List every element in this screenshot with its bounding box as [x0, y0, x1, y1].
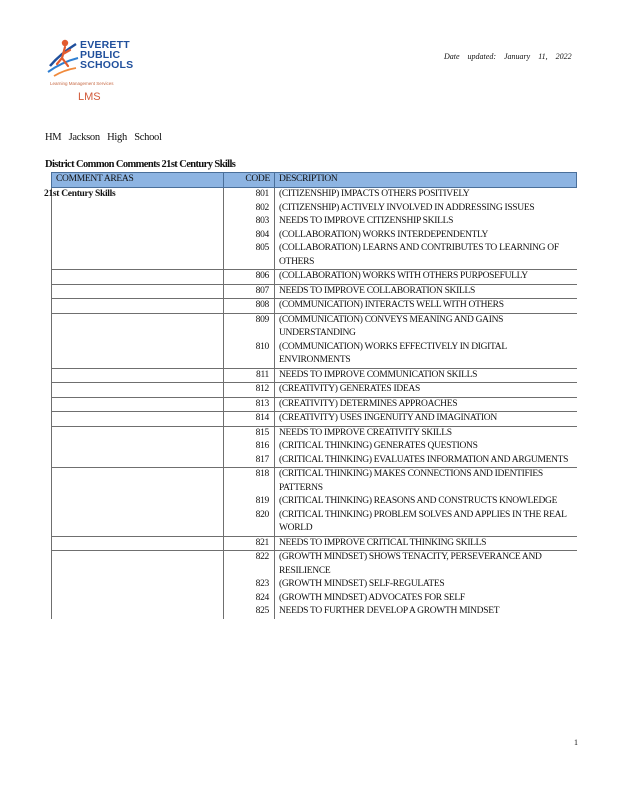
table-row [52, 368, 577, 383]
comment-area-cell [52, 270, 224, 285]
code-cell: 824 [224, 592, 275, 606]
comment-area-cell [52, 368, 224, 383]
code-cell: 806 [224, 270, 275, 285]
document-title: District Common Comments 21st Century Skills [45, 159, 236, 170]
table-row [52, 341, 577, 369]
table-row [52, 509, 577, 537]
description-cell: (CRITICAL THINKING) REASONS AND CONSTRUCTS KNOWLEDGE [279, 496, 558, 506]
table-row [52, 468, 577, 496]
table-header-row [52, 173, 577, 188]
logo-tagline: Learning Management Services [50, 81, 114, 86]
description-cell: (CRITICAL THINKING) MAKES CONNECTIONS AND IDENTIFIES PATTERNS [275, 468, 577, 496]
code-cell: 816 [224, 440, 275, 454]
description-cell: (COMMUNICATION) WORKS EFFECTIVELY IN DIGITAL ENVIRONMENTS [279, 341, 507, 365]
district-logo [46, 36, 156, 106]
table-row [52, 215, 577, 229]
table-row [52, 383, 577, 398]
code-cell: 818 [224, 468, 275, 496]
code-cell: 805 [224, 242, 275, 270]
description-cell: (CRITICAL THINKING) GENERATES QUESTIONS [279, 441, 478, 451]
table-row [52, 426, 577, 440]
code-cell: 803 [224, 215, 275, 229]
description-cell: NEEDS TO FURTHER DEVELOP A GROWTH MINDSET [279, 606, 500, 616]
description-cell: (CREATIVITY) DETERMINES APPROACHES [275, 397, 577, 412]
table-body [44, 188, 577, 619]
code-cell: 808 [224, 299, 275, 314]
date-label: Date updated: [444, 52, 496, 61]
code-cell: 815 [224, 426, 275, 440]
code-cell: 814 [224, 412, 275, 427]
description-cell: (COLLABORATION) WORKS INTERDEPENDENTLY [279, 229, 489, 240]
description-cell: (COMMUNICATION) CONVEYS MEANING AND GAINS UNDERSTANDING [275, 313, 577, 341]
table-row [52, 592, 577, 606]
comment-area-cell [52, 341, 224, 369]
description-cell: (COLLABORATION) LEARNS AND CONTRIBUTES TO LEARNING OF OTHERS [279, 243, 559, 267]
comments-table [44, 172, 577, 619]
comment-area-cell [52, 202, 224, 216]
table-row [52, 229, 577, 243]
code-cell: 809 [224, 313, 275, 341]
description-cell: (CRITICAL THINKING) EVALUATES INFORMATION AND ARGUMENTS [279, 454, 569, 465]
comment-area-cell [52, 284, 224, 299]
description-cell: NEEDS TO IMPROVE CRITICAL THINKING SKILLS [275, 536, 577, 551]
comment-area-cell [52, 229, 224, 243]
code-cell: 807 [224, 284, 275, 299]
description-cell: (COMMUNICATION) INTERACTS WELL WITH OTHERS [275, 299, 577, 314]
description-cell: (CITIZENSHIP) ACTIVELY INVOLVED IN ADDRESSING ISSUES [279, 202, 535, 213]
logo-subtitle: LMS [78, 91, 101, 103]
table-row [52, 202, 577, 216]
comment-area-cell [52, 426, 224, 440]
comment-area-cell [52, 454, 224, 468]
code-cell: 813 [224, 397, 275, 412]
table-row [52, 242, 577, 270]
comment-area-cell [52, 313, 224, 341]
table-row [52, 284, 577, 299]
code-cell: 817 [224, 454, 275, 468]
table-row [52, 397, 577, 412]
table-row [52, 454, 577, 468]
code-cell: 804 [224, 229, 275, 243]
comment-area-cell [52, 536, 224, 551]
comment-area-cell [52, 509, 224, 537]
code-cell: 821 [224, 536, 275, 551]
code-cell: 801 [224, 188, 275, 202]
table-row [52, 551, 577, 579]
code-cell: 823 [224, 578, 275, 592]
comment-area-cell [52, 242, 224, 270]
date-value: January 11, 2022 [504, 52, 572, 61]
table-row [52, 188, 577, 202]
description-cell: NEEDS TO IMPROVE COMMUNICATION SKILLS [275, 368, 577, 383]
comment-area-cell [52, 215, 224, 229]
page-number: 1 [574, 738, 578, 747]
table-row [52, 605, 577, 619]
code-cell: 811 [224, 368, 275, 383]
table-row [52, 299, 577, 314]
column-header-comment-areas: COMMENT AREAS [52, 173, 224, 188]
description-cell: (CRITICAL THINKING) PROBLEM SOLVES AND APPLIES IN THE REAL WORLD [279, 509, 567, 533]
description-cell: (CREATIVITY) GENERATES IDEAS [275, 383, 577, 398]
description-cell: (CITIZENSHIP) IMPACTS OTHERS POSITIVELY [279, 189, 470, 199]
table-row [52, 440, 577, 454]
table-row [52, 270, 577, 285]
code-cell: 825 [224, 605, 275, 619]
comment-area-cell [52, 551, 224, 579]
comment-area-cell [52, 440, 224, 454]
comment-area-cell [52, 299, 224, 314]
comment-area-cell [44, 188, 224, 202]
comment-area-cell [52, 412, 224, 427]
table-row [52, 313, 577, 341]
comment-area-cell [52, 468, 224, 496]
table-row [52, 412, 577, 427]
code-cell: 802 [224, 202, 275, 216]
code-cell: 812 [224, 383, 275, 398]
comment-area-cell [52, 383, 224, 398]
school-name: HM Jackson High School [45, 132, 162, 143]
description-cell: (GROWTH MINDSET) ADVOCATES FOR SELF [279, 592, 465, 603]
description-cell: (GROWTH MINDSET) SELF-REGULATES [279, 579, 445, 589]
comment-area-cell [52, 495, 224, 509]
code-cell: 810 [224, 341, 275, 369]
code-cell: 820 [224, 509, 275, 537]
logo-figure-icon [46, 36, 80, 80]
description-cell: (COLLABORATION) WORKS WITH OTHERS PURPOSEFULLY [275, 270, 577, 285]
date-updated [444, 52, 572, 61]
description-cell: NEEDS TO IMPROVE COLLABORATION SKILLS [275, 284, 577, 299]
column-header-description: DESCRIPTION [275, 173, 577, 188]
table-row [52, 536, 577, 551]
comment-area-cell [52, 397, 224, 412]
table-row [52, 495, 577, 509]
comment-area-cell [52, 578, 224, 592]
table-row [52, 578, 577, 592]
description-cell: NEEDS TO IMPROVE CITIZENSHIP SKILLS [279, 216, 454, 226]
code-cell: 822 [224, 551, 275, 579]
comment-area-label: 21st Century Skills [44, 189, 116, 199]
column-header-code: CODE [224, 173, 275, 188]
comment-area-cell [52, 605, 224, 619]
description-cell: (CREATIVITY) USES INGENUITY AND IMAGINATION [275, 412, 577, 427]
code-cell: 819 [224, 495, 275, 509]
comment-area-cell [52, 592, 224, 606]
description-cell: NEEDS TO IMPROVE CREATIVITY SKILLS [275, 426, 577, 440]
description-cell: (GROWTH MINDSET) SHOWS TENACITY, PERSEVERANCE AND RESILIENCE [275, 551, 577, 579]
logo-wordmark: EVERETT PUBLIC SCHOOLS [80, 39, 134, 71]
